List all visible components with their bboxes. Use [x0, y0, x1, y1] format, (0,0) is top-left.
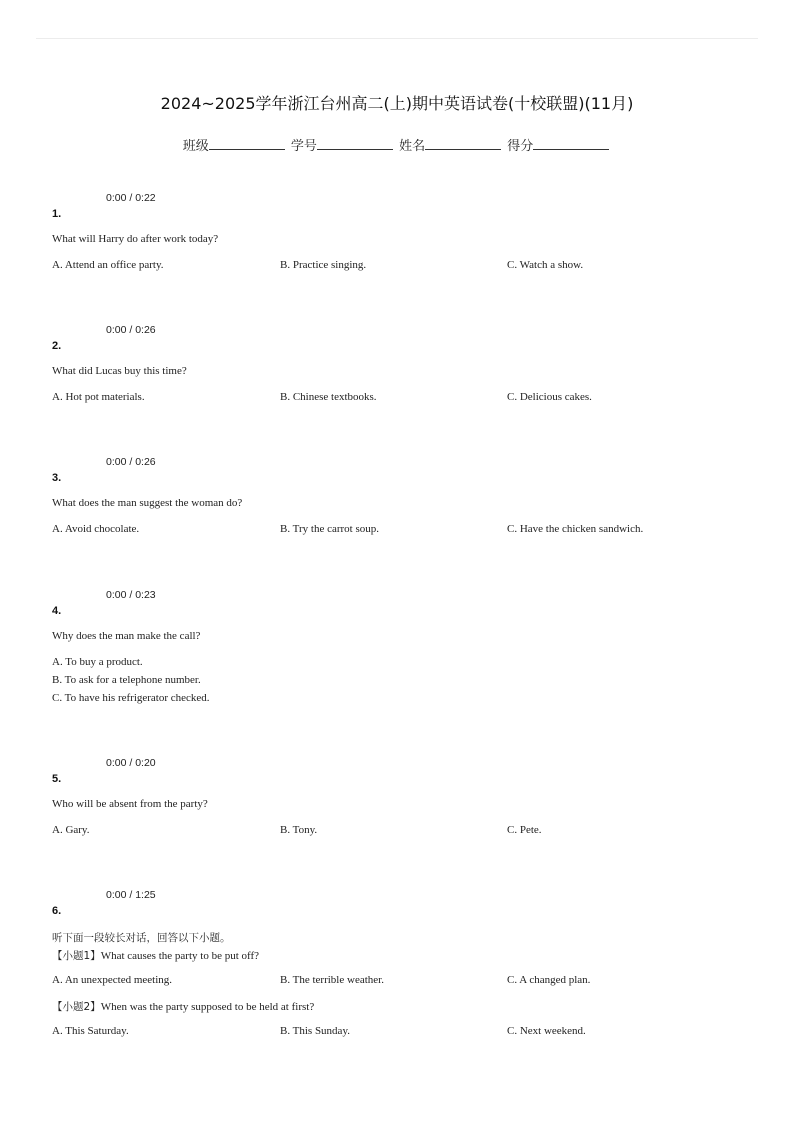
audio-player-time[interactable]: 0:00 / 0:22 — [106, 192, 156, 204]
name-blank[interactable] — [425, 137, 501, 150]
option-b: B. Tony. — [280, 824, 318, 836]
option-b: B. Try the carrot soup. — [280, 523, 379, 535]
sub1-option-b: B. The terrible weather. — [280, 974, 384, 986]
question-number: 5. — [52, 773, 62, 785]
option-c: C. Delicious cakes. — [507, 391, 592, 403]
question-stem: Who will be absent from the party? — [52, 798, 208, 810]
question-stem: Why does the man make the call? — [52, 630, 201, 642]
option-c: C. Pete. — [507, 824, 542, 836]
passage-intro: 听下面一段较长对话，回答以下小题。 — [52, 932, 231, 944]
option-c: C. Watch a show. — [507, 259, 584, 271]
question-number: 1. — [52, 208, 62, 220]
class-label: 班级 — [182, 139, 209, 154]
question-stem: What will Harry do after work today? — [52, 233, 219, 245]
name-label: 姓名 — [399, 139, 426, 154]
sub1-option-c: C. A changed plan. — [507, 974, 591, 986]
top-divider — [36, 38, 758, 39]
audio-player-time[interactable]: 0:00 / 1:25 — [106, 889, 156, 901]
option-a: A. Avoid chocolate. — [52, 523, 140, 535]
option-a: A. Gary. — [52, 824, 90, 836]
question-stem: What does the man suggest the woman do? — [52, 497, 243, 509]
subquestion-2-stem — [52, 999, 314, 1014]
subquestion-2-tag: 【小题2】 — [52, 1001, 101, 1013]
page-title: 2024~2025学年浙江台州高二(上)期中英语试卷(十校联盟)(11月) — [160, 94, 634, 113]
sub1-option-a: A. An unexpected meeting. — [52, 974, 173, 986]
option-b: B. To ask for a telephone number. — [52, 674, 201, 686]
option-a: A. To buy a product. — [52, 656, 143, 668]
question-number: 2. — [52, 340, 62, 352]
subquestion-2-text: When was the party supposed to be held at first? — [100, 1001, 315, 1013]
subquestion-1-tag: 【小题1】 — [52, 950, 101, 962]
student-info-line — [0, 135, 794, 154]
sub2-option-c: C. Next weekend. — [507, 1025, 586, 1037]
option-a: A. Attend an office party. — [52, 259, 164, 271]
question-number: 4. — [52, 605, 62, 617]
audio-player-time[interactable]: 0:00 / 0:20 — [106, 757, 156, 769]
subquestion-1-text: What causes the party to be put off? — [100, 950, 260, 962]
option-c: C. Have the chicken sandwich. — [507, 523, 644, 535]
sub2-option-a: A. This Saturday. — [52, 1025, 129, 1037]
score-blank[interactable] — [533, 137, 609, 150]
audio-player-time[interactable]: 0:00 / 0:23 — [106, 589, 156, 601]
score-label: 得分 — [507, 139, 534, 154]
sub2-option-b: B. This Sunday. — [280, 1025, 350, 1037]
question-number: 3. — [52, 472, 62, 484]
question-number: 6. — [52, 905, 62, 917]
question-stem: What did Lucas buy this time? — [52, 365, 187, 377]
option-b: B. Chinese textbooks. — [280, 391, 377, 403]
subquestion-1-stem — [52, 948, 259, 963]
student-no-blank[interactable] — [317, 137, 393, 150]
audio-player-time[interactable]: 0:00 / 0:26 — [106, 456, 156, 468]
option-c: C. To have his refrigerator checked. — [52, 692, 210, 704]
class-blank[interactable] — [209, 137, 285, 150]
student-no-label: 学号 — [290, 139, 317, 154]
option-b: B. Practice singing. — [280, 259, 367, 271]
option-a: A. Hot pot materials. — [52, 391, 145, 403]
audio-player-time[interactable]: 0:00 / 0:26 — [106, 324, 156, 336]
